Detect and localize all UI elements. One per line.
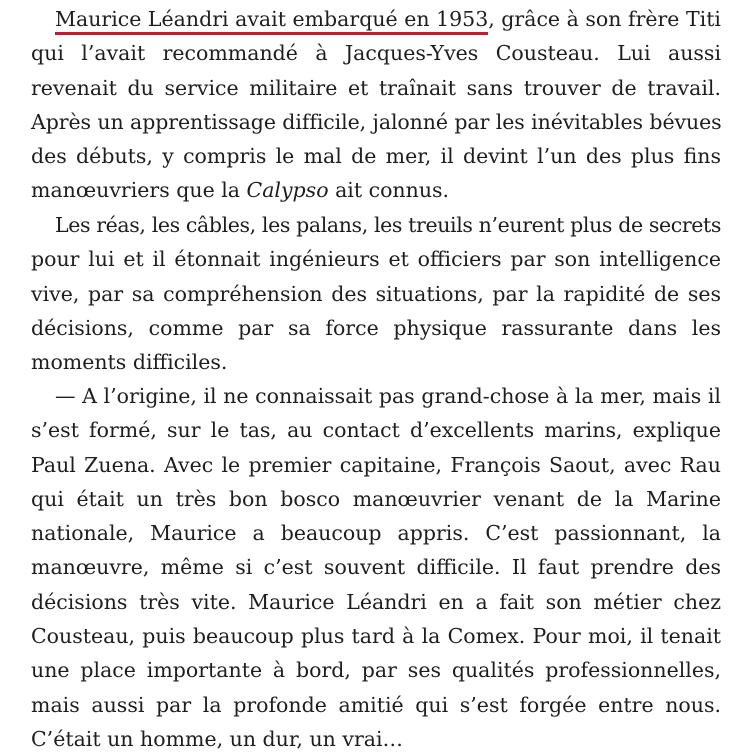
paragraph-2 <box>31 208 721 379</box>
paragraph-3 <box>31 379 721 756</box>
paragraph-line: des débuts, y compris le mal de mer, il devint l’un des plus fins <box>31 144 721 169</box>
paragraph-line: — A l’origine, il ne connaissait pas grand-chose à la mer, mais il <box>55 384 721 408</box>
paragraph-1 <box>31 2 721 208</box>
paragraph-line: vive, par sa compréhension des situations, par la rapidité de ses <box>31 281 721 306</box>
paragraph-line: Les réas, les câbles, les palans, les treuils n’eurent plus de secrets <box>55 213 721 237</box>
paragraph-line: manœuvre, même si c’est souvent difficile. Il faut prendre des <box>31 555 721 580</box>
paragraph-line: Après un apprentissage difficile, jalonné par les inévitables bévues <box>31 109 722 134</box>
paragraph-line: C’était un homme, un dur, un vrai… <box>31 726 404 751</box>
paragraph-line: s’est formé, sur le tas, au contact d’excellents marins, explique <box>31 418 721 443</box>
paragraph-line: une place importante à bord, par ses qualités professionnelles, <box>31 658 721 683</box>
paragraph-line: Cousteau, puis beaucoup plus tard à la Comex. Pour moi, il tenait <box>31 624 721 649</box>
paragraph-line: qui était un très bon bosco manœuvrier venant de la Marine <box>31 486 721 511</box>
paragraph-line: manœuvriers que la Calypso ait connus. <box>31 178 450 203</box>
highlighted-text: Maurice Léandri avait embarqué en 1953 <box>55 7 488 35</box>
paragraph-line: Maurice Léandri avait embarqué en 1953, grâce à son frère Titi <box>31 2 721 36</box>
paragraph-line: moments difficiles. <box>31 350 228 375</box>
paragraph-line: Paul Zuena. Avec le premier capitaine, François Saout, avec Rau <box>31 452 721 477</box>
paragraph-line: qui l’avait recommandé à Jacques-Yves Cousteau. Lui aussi <box>31 41 721 66</box>
paragraph-line: mais aussi par la profonde amitié qui s’est forgée entre nous. <box>31 692 721 717</box>
paragraph-line: décisions, comme par sa force physique rassurante dans les <box>31 315 721 340</box>
paragraph-line: pour lui et il étonnait ingénieurs et officiers par son intelligence <box>31 247 721 272</box>
ship-name: Calypso <box>246 178 329 203</box>
paragraph-line: nationale, Maurice a beaucoup appris. C’est passionnant, la <box>31 521 721 546</box>
paragraph-line: revenait du service militaire et traînait sans trouver de travail. <box>31 75 721 100</box>
paragraph-line: décisions très vite. Maurice Léandri en a fait son métier chez <box>31 589 721 614</box>
